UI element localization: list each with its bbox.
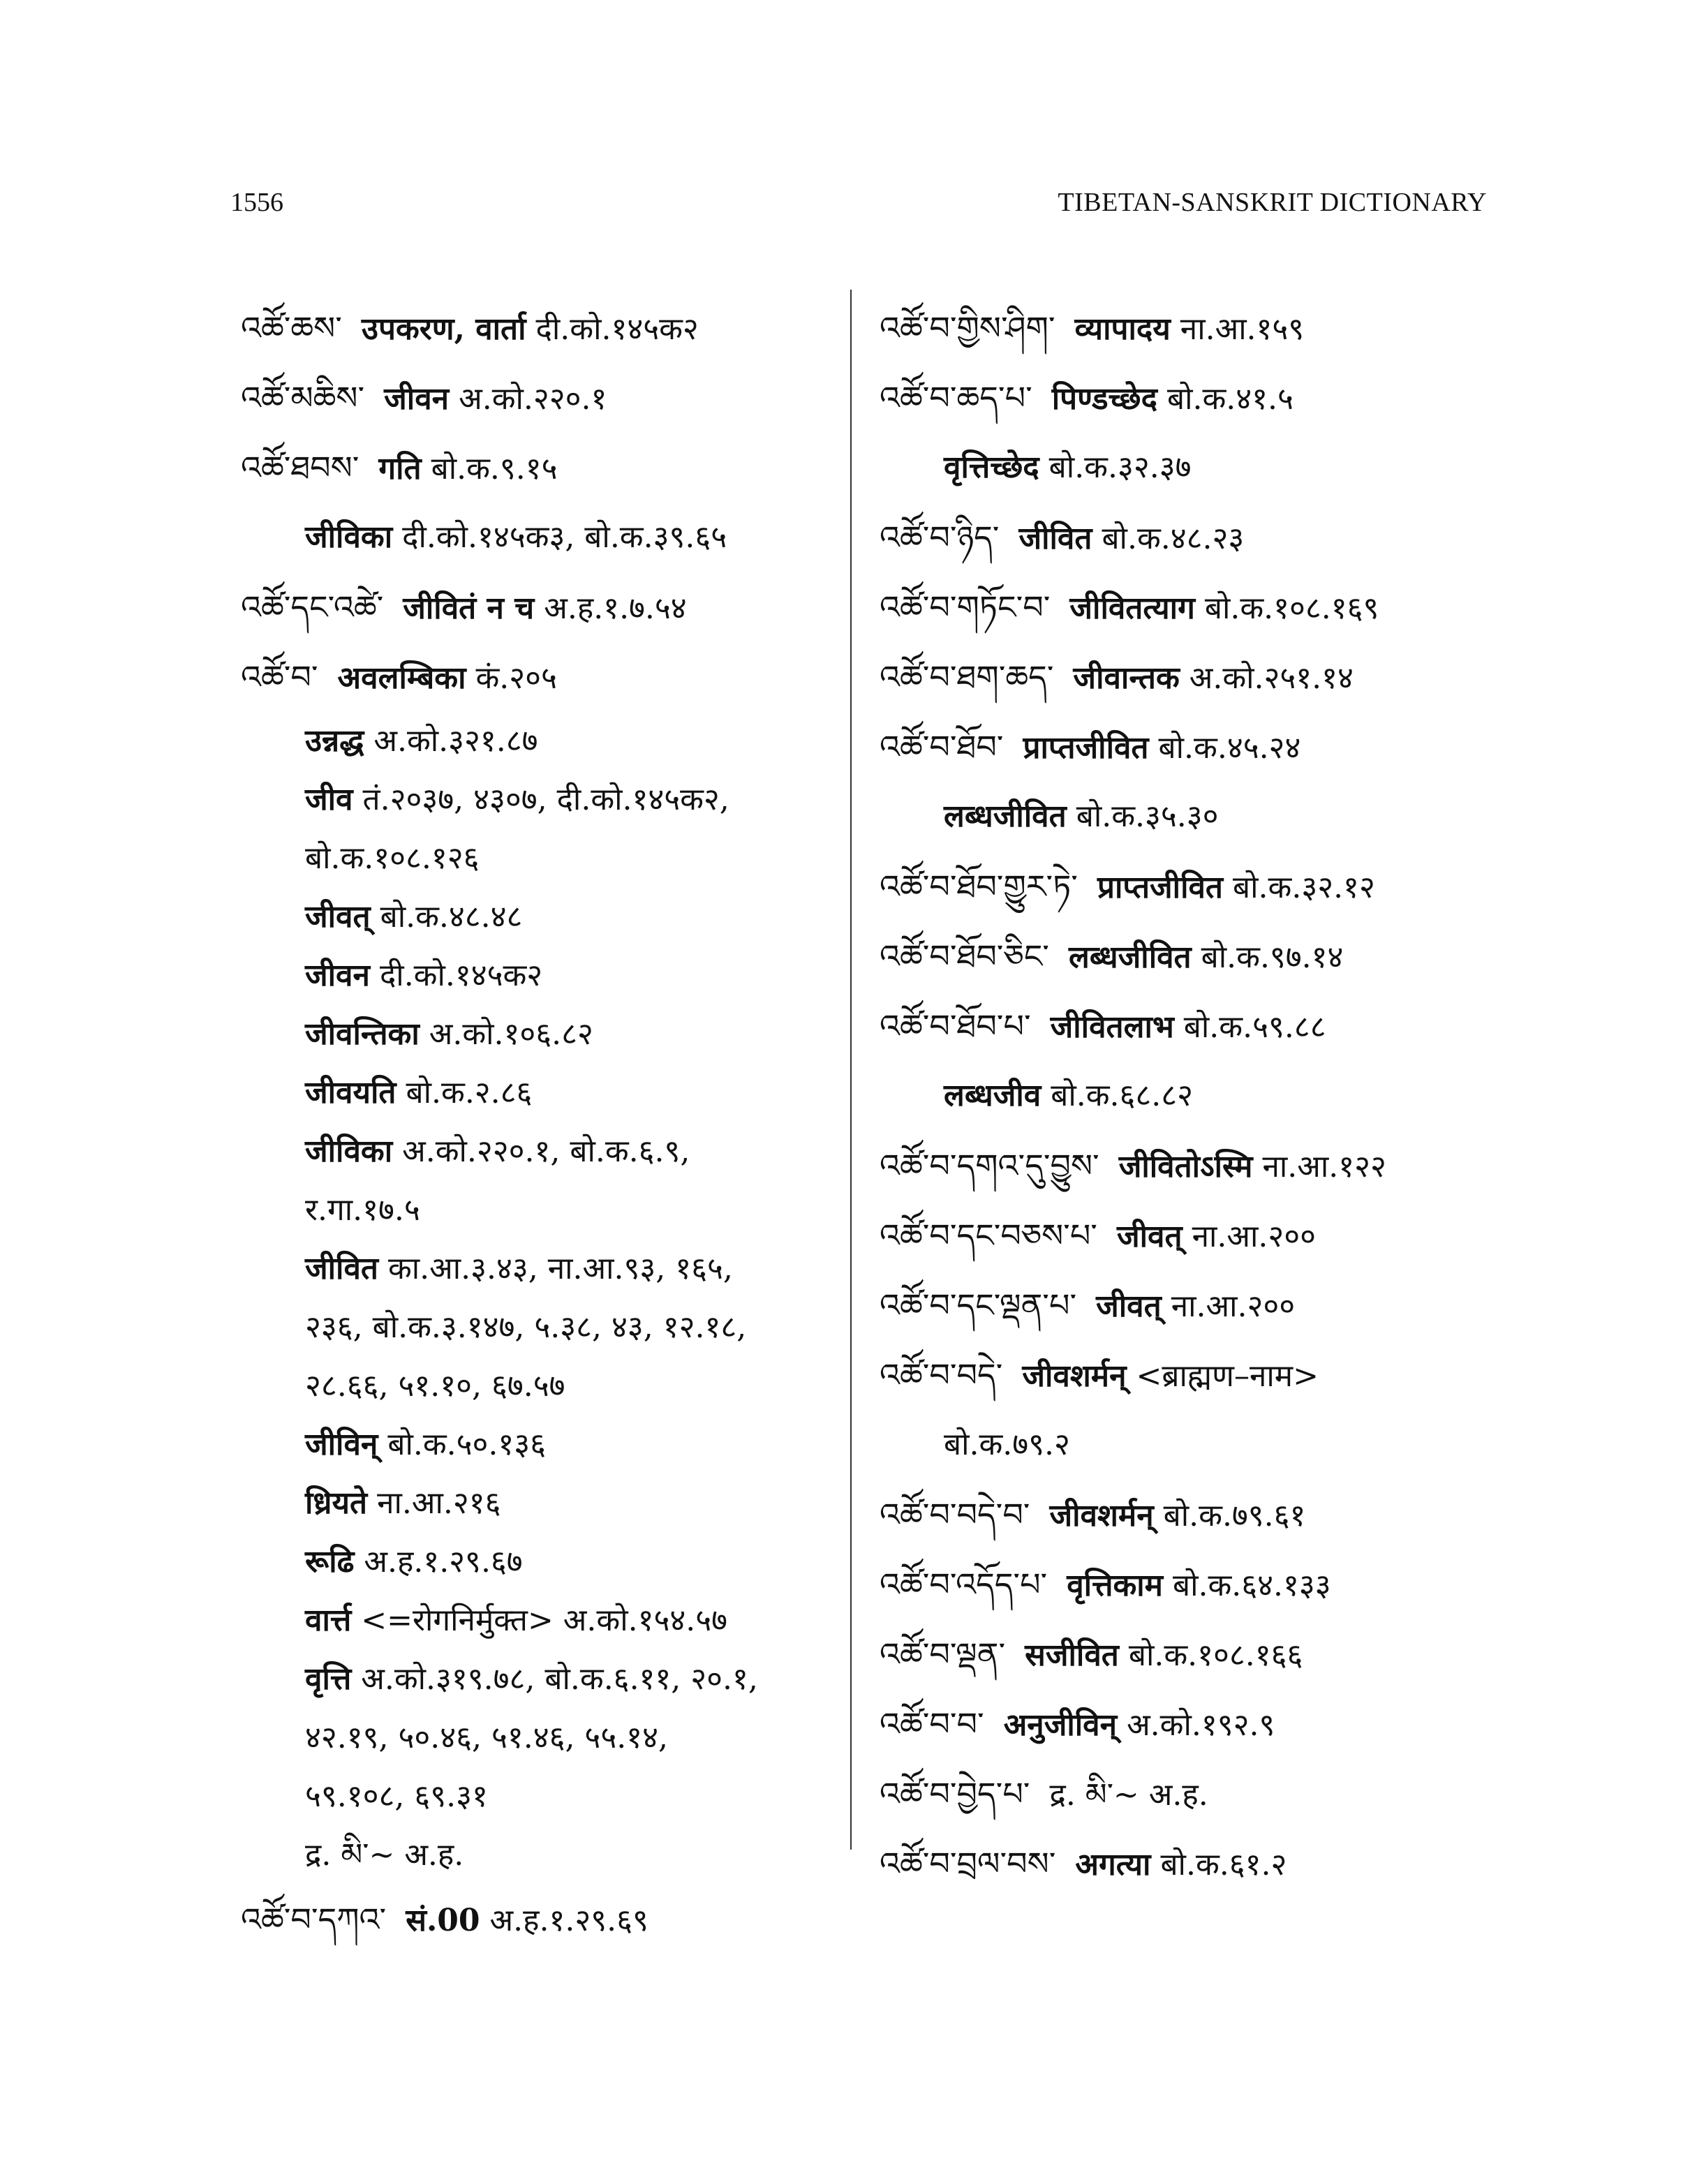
- source-reference: अ.ह.१.२९.६९: [489, 1903, 648, 1938]
- source-reference: बो.क.१०८.१२६: [305, 840, 480, 876]
- entry-continuation: [241, 829, 841, 888]
- source-reference: तं.२०३७, ४३०७, दी.को.१४५क२,: [362, 782, 729, 817]
- source-reference: अ.को.१९२.९: [1127, 1707, 1275, 1743]
- dictionary-entry: [880, 1201, 1480, 1270]
- source-reference: बो.क.१०८.१६६: [1128, 1637, 1303, 1673]
- tibetan-headword: འཚོ་བ་གཏོང་བ་: [880, 588, 1051, 626]
- page-header: [230, 187, 1487, 229]
- entry-continuation: [241, 771, 841, 829]
- entry-continuation: [241, 1181, 841, 1240]
- source-reference: बो.क.४५.२४: [1158, 730, 1301, 766]
- source-reference: अ.को.३१९.७८, बो.क.६.११, २०.१,: [361, 1661, 758, 1697]
- tibetan-headword: འཚོ་དང་འཚེ་: [241, 588, 384, 626]
- source-reference: बो.क.५०.१३६: [387, 1427, 546, 1462]
- sanskrit-equivalent: जीवत्: [1116, 1219, 1183, 1254]
- source-reference: बो.क.६८.८२: [1051, 1078, 1194, 1113]
- dictionary-entry: [241, 363, 841, 433]
- running-head: TIBETAN-SANSKRIT DICTIONARY: [1058, 188, 1487, 217]
- source-reference: कं.२०५: [475, 660, 557, 696]
- entry-continuation: [241, 1826, 841, 1885]
- entry-continuation: [241, 1357, 841, 1416]
- entry-continuation: [241, 1591, 841, 1650]
- dictionary-entry: [880, 503, 1480, 572]
- source-reference: बो.क.१०८.१६९: [1204, 590, 1379, 626]
- tibetan-headword: འཚོ་བ་དཀའ་: [241, 1901, 387, 1938]
- source-reference: २३६, बो.क.३.१४७, ५.३८, ४३, १२.१८,: [305, 1309, 747, 1345]
- tibetan-headword: འཚོ་བ་དགའ་དུ་བྱུས་: [880, 1147, 1099, 1184]
- sanskrit-equivalent: ध्रियते: [305, 1485, 368, 1521]
- source-reference: बो.क.७९.२: [944, 1427, 1070, 1462]
- sanskrit-equivalent: अगत्या: [1075, 1847, 1151, 1882]
- entry-continuation: [241, 946, 841, 1005]
- sanskrit-equivalent: जीवशर्मन्: [1049, 1498, 1154, 1533]
- dictionary-entry: [880, 1619, 1480, 1689]
- source-reference: अ.ह.१.२९.६७: [364, 1544, 523, 1580]
- source-reference: ना.आ.२००: [1192, 1219, 1316, 1254]
- sanskrit-equivalent: सं.00: [406, 1903, 480, 1938]
- source-reference: बो.क.४८.२३: [1102, 521, 1245, 556]
- dictionary-entry: [880, 1550, 1480, 1619]
- sanskrit-equivalent: पिण्डच्छेद: [1051, 381, 1157, 417]
- dictionary-entry: [880, 1689, 1480, 1759]
- sanskrit-equivalent: जीवित: [305, 1251, 378, 1286]
- sanskrit-equivalent: जीविका: [305, 519, 393, 555]
- source-reference: बो.क.५९.८८: [1183, 1009, 1326, 1045]
- dictionary-entry: [880, 1829, 1480, 1899]
- entry-continuation: [880, 1410, 1480, 1480]
- entry-continuation: [241, 712, 841, 771]
- page-number: 1556: [230, 188, 283, 217]
- sanskrit-equivalent: जीवितलाभ: [1050, 1009, 1174, 1045]
- tibetan-headword: འཚོ་བ་བདེ་བ་: [880, 1496, 1030, 1533]
- tibetan-headword: འཚོ་བ་དང་བཅས་པ་: [880, 1217, 1097, 1254]
- sanskrit-equivalent: वार्त्त: [305, 1603, 352, 1638]
- sanskrit-equivalent: जीवितं न च: [403, 590, 535, 626]
- entry-continuation: [241, 1005, 841, 1064]
- source-reference: अ.को.३२१.८७: [373, 723, 538, 759]
- source-reference: अ.को.२२०.१, बो.क.६.९,: [402, 1134, 690, 1169]
- sanskrit-equivalent: जीवन: [384, 381, 450, 417]
- dictionary-entry: [880, 1131, 1480, 1201]
- dictionary-entry: [241, 293, 841, 363]
- tibetan-headword: འཚོ་བ་: [241, 658, 318, 696]
- entry-continuation: [241, 503, 841, 572]
- entry-continuation: [241, 1298, 841, 1357]
- right-column: [880, 293, 1480, 1899]
- sanskrit-equivalent: जीविका: [305, 1134, 393, 1169]
- entry-continuation: [241, 1240, 841, 1298]
- sanskrit-equivalent: वृत्ति: [305, 1661, 352, 1697]
- sanskrit-equivalent: व्यापादय: [1074, 311, 1171, 347]
- source-reference: बो.क.३२.१२: [1233, 870, 1375, 905]
- sanskrit-equivalent: जीव: [305, 782, 353, 817]
- source-reference: अ.को.२२०.१: [459, 381, 607, 417]
- sanskrit-equivalent: लब्धजीव: [944, 1078, 1042, 1113]
- dictionary-entry: [880, 1340, 1480, 1410]
- source-reference: द्र. མི་~ अ.ह.: [305, 1837, 464, 1873]
- source-reference: बो.क.९.१५: [431, 451, 558, 486]
- source-reference: ५९.१०८, ६९.३१: [305, 1778, 488, 1814]
- sanskrit-equivalent: वृत्तिकाम: [1067, 1568, 1163, 1603]
- source-reference: बो.क.३२.३७: [1048, 450, 1192, 485]
- entry-continuation: [241, 1122, 841, 1181]
- source-reference: बो.क.६४.१३३: [1172, 1568, 1331, 1603]
- dictionary-entry: [880, 1759, 1480, 1829]
- sanskrit-equivalent: जीवशर्मन्: [1022, 1358, 1127, 1394]
- sanskrit-equivalent: सजीवित: [1025, 1637, 1119, 1673]
- source-reference: बो.क.२.८६: [406, 1075, 533, 1110]
- sanskrit-equivalent: जीवयति: [305, 1075, 396, 1110]
- tibetan-headword: འཚོ་བ་བྲལ་བས་: [880, 1845, 1056, 1882]
- source-reference: बो.क.३५.३०: [1076, 798, 1219, 834]
- sanskrit-equivalent: लब्धजीवित: [944, 798, 1067, 834]
- entry-continuation: [241, 1474, 841, 1533]
- entry-continuation: [241, 1064, 841, 1122]
- tibetan-headword: འཚོ་བ་ཐོབ་ཅིང་: [880, 937, 1049, 975]
- source-reference: ४२.१९, ५०.४६, ५१.४६, ५५.१४,: [305, 1720, 668, 1755]
- sanskrit-equivalent: जीवितत्याग: [1069, 590, 1195, 626]
- tibetan-headword: འཚོ་བ་ལྡན་: [880, 1635, 1006, 1673]
- entry-continuation: [880, 433, 1480, 503]
- sanskrit-equivalent: उपकरण, वार्ता: [361, 311, 526, 347]
- tibetan-headword: འཚོ་ཐབས་: [241, 449, 360, 486]
- dictionary-entry: [880, 293, 1480, 363]
- dictionary-entry: [241, 642, 841, 712]
- dictionary-entry: [880, 1480, 1480, 1550]
- sanskrit-equivalent: जीवन्तिका: [305, 1016, 420, 1052]
- source-reference: अ.को.२५१.१४: [1189, 660, 1354, 696]
- tibetan-headword: འཚོ་བ་འདོད་པ་: [880, 1566, 1048, 1603]
- source-reference: का.आ.३.४३, ना.आ.९३, १६५,: [387, 1251, 733, 1286]
- dictionary-entry: [241, 433, 841, 503]
- sanskrit-equivalent: जीवितोऽस्मि: [1118, 1149, 1253, 1184]
- sanskrit-equivalent: रूढि: [305, 1544, 355, 1580]
- sanskrit-equivalent: वृत्तिच्छेद: [944, 450, 1039, 485]
- dictionary-entry: [241, 572, 841, 642]
- source-reference: बो.क.४१.५: [1166, 381, 1294, 417]
- tibetan-headword: འཚོ་བ་གྱིས་ཤིག་: [880, 309, 1055, 347]
- dictionary-entry: [880, 712, 1480, 782]
- sanskrit-equivalent: लब्धजीवित: [1068, 939, 1192, 975]
- source-reference: ना.आ.२००: [1171, 1288, 1296, 1324]
- sanskrit-equivalent: जीविन्: [305, 1427, 378, 1462]
- left-column: [241, 293, 841, 1954]
- sanskrit-equivalent: अवलम्बिका: [337, 660, 466, 696]
- dictionary-entry: [880, 921, 1480, 991]
- sanskrit-equivalent: उन्नद्ध: [305, 723, 364, 759]
- sanskrit-equivalent: जीवित: [1018, 521, 1092, 556]
- source-reference: अ.को.१०६.८२: [429, 1016, 593, 1052]
- source-reference: दी.को.१४५क२: [535, 311, 699, 347]
- sanskrit-equivalent: अनुजीविन्: [1003, 1707, 1118, 1743]
- entry-continuation: [241, 1709, 841, 1767]
- dictionary-entry: [880, 642, 1480, 712]
- entry-continuation: [241, 1767, 841, 1826]
- entry-continuation: [241, 1533, 841, 1591]
- entry-continuation: [880, 782, 1480, 852]
- dictionary-entry: [241, 1885, 841, 1954]
- entry-continuation: [880, 1061, 1480, 1131]
- source-reference: ना.आ.१२२: [1262, 1149, 1386, 1184]
- tibetan-headword: འཚོ་བ་བདེ་: [880, 1356, 1003, 1394]
- tibetan-headword: འཚོ་བ་ཆད་པ་: [880, 379, 1032, 417]
- source-reference: २८.६६, ५१.१०, ६७.५७: [305, 1368, 565, 1404]
- tibetan-headword: འཚོ་མཆིས་: [241, 379, 365, 417]
- source-reference: द्र. མི་~ अ.ह.: [1049, 1777, 1208, 1813]
- tibetan-headword: འཚོ་བ་ཐོབ་: [880, 728, 1004, 766]
- sanskrit-equivalent: प्राप्तजीवित: [1023, 730, 1149, 766]
- source-reference: बो.क.४८.४८: [380, 899, 523, 935]
- source-reference: बो.क.९७.१४: [1201, 939, 1344, 975]
- entry-continuation: [241, 1416, 841, 1474]
- dictionary-entry: [880, 1270, 1480, 1340]
- dictionary-entry: [880, 852, 1480, 921]
- entry-continuation: [241, 1650, 841, 1709]
- tibetan-headword: འཚོ་བ་བྱེད་པ་: [880, 1775, 1030, 1813]
- dictionary-entry: [880, 572, 1480, 642]
- tibetan-headword: འཚོ་བ་ཐོབ་པ་: [880, 1007, 1031, 1045]
- sanskrit-equivalent: गति: [378, 451, 422, 486]
- sanskrit-equivalent: जीवान्तक: [1073, 660, 1180, 696]
- dictionary-entry: [880, 363, 1480, 433]
- sanskrit-equivalent: जीवन: [305, 958, 370, 993]
- tibetan-headword: འཚོ་བ་ཐོབ་གྱུར་ཏེ་: [880, 868, 1078, 905]
- source-reference: <=रोगनिर्मुक्त> अ.को.१५४.५७: [361, 1603, 727, 1638]
- entry-continuation: [241, 888, 841, 946]
- tibetan-headword: འཚོ་བ་དང་ལྡན་པ་: [880, 1286, 1077, 1324]
- sanskrit-equivalent: जीवत्: [1096, 1288, 1162, 1324]
- tibetan-headword: འཚོ་བ་བ་: [880, 1705, 984, 1743]
- source-reference: दी.को.१४५क३, बो.क.३९.६५: [402, 519, 727, 555]
- source-reference: बो.क.६१.२: [1160, 1847, 1287, 1882]
- sanskrit-equivalent: प्राप्तजीवित: [1097, 870, 1224, 905]
- tibetan-headword: འཚོ་ཆས་: [241, 309, 342, 347]
- source-reference: <ब्राह्मण–नाम>: [1136, 1358, 1319, 1394]
- source-reference: ना.आ.१५९: [1180, 311, 1305, 347]
- source-reference: अ.ह.१.७.५४: [544, 590, 687, 626]
- dictionary-entry: [880, 991, 1480, 1061]
- column-divider: [850, 290, 852, 1850]
- tibetan-headword: འཚོ་བ་ཐག་ཆད་: [880, 658, 1054, 696]
- sanskrit-equivalent: जीवत्: [305, 899, 371, 935]
- source-reference: दी.को.१४५क२: [379, 958, 543, 993]
- source-reference: बो.क.७९.६१: [1163, 1498, 1306, 1533]
- source-reference: र.गा.१७.५: [305, 1192, 420, 1228]
- tibetan-headword: འཚོ་བ་ཉིད་: [880, 519, 1000, 556]
- source-reference: ना.आ.२१६: [377, 1485, 501, 1521]
